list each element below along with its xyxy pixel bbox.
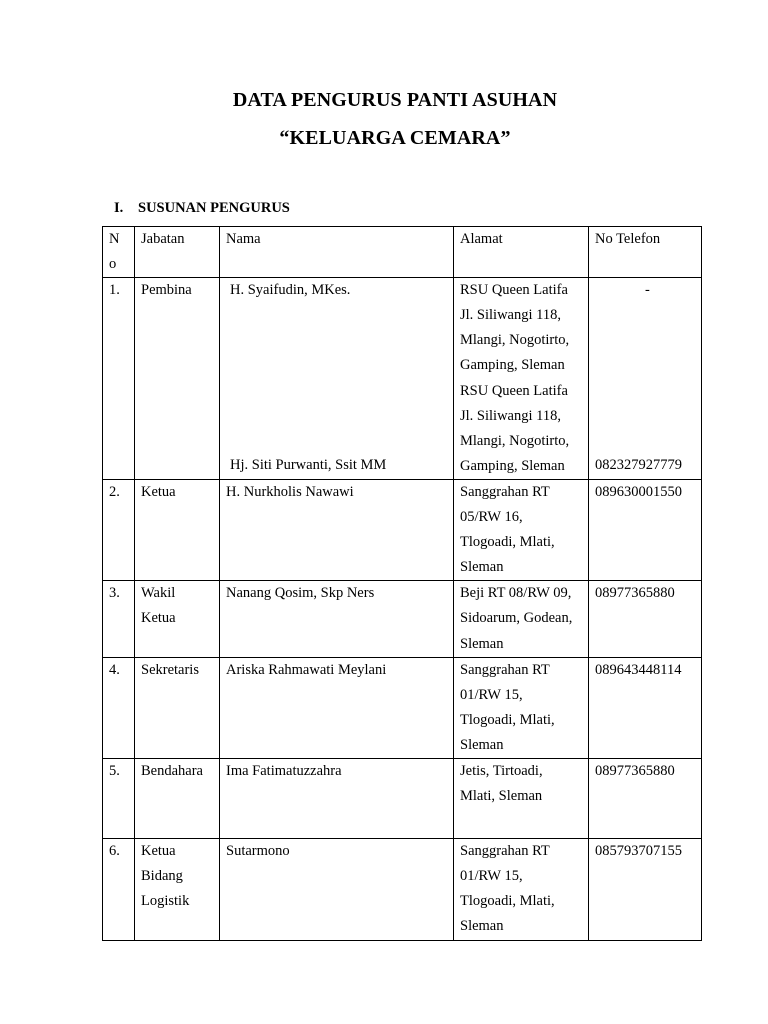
nama-1: H. Syaifudin, MKes.: [230, 282, 351, 299]
telefon-2: 082327927779: [595, 457, 682, 474]
section-title: SUSUNAN PENGURUS: [138, 200, 290, 216]
pengurus-table: [102, 226, 702, 941]
table-row: [103, 581, 702, 657]
cell-nama: H. Nurkholis Nawawi: [220, 479, 454, 580]
header-nama: Nama: [220, 227, 454, 278]
table-row: [103, 479, 702, 580]
cell-no: 2.: [103, 479, 135, 580]
table-row: [103, 758, 702, 838]
cell-jabatan: Ketua Bidang Logistik: [135, 838, 220, 940]
header-alamat: Alamat: [454, 227, 589, 278]
table-row: [103, 657, 702, 758]
cell-jabatan: Ketua: [135, 479, 220, 580]
cell-telefon: 089630001550: [589, 479, 702, 580]
cell-alamat: Jetis, Tirtoadi, Mlati, Sleman: [454, 758, 589, 838]
cell-telefon: 08977365880: [589, 581, 702, 657]
cell-no: 4.: [103, 657, 135, 758]
cell-jabatan: Wakil Ketua: [135, 581, 220, 657]
section-number: I.: [114, 200, 124, 216]
table-row: [103, 278, 702, 480]
section-heading: [114, 200, 290, 217]
table-header-row: [103, 227, 702, 278]
document-subtitle: “KELUARGA CEMARA”: [279, 127, 511, 149]
cell-alamat: Sanggrahan RT 01/RW 15, Tlogoadi, Mlati, Sleman: [454, 838, 589, 940]
cell-no: 3.: [103, 581, 135, 657]
cell-telefon: 08977365880: [589, 758, 702, 838]
cell-nama: Nanang Qosim, Skp Ners: [220, 581, 454, 657]
cell-nama: Sutarmono: [220, 838, 454, 940]
header-jabatan: Jabatan: [135, 227, 220, 278]
cell-jabatan: Pembina: [135, 278, 220, 480]
cell-alamat: RSU Queen Latifa Jl. Siliwangi 118, Mlangi, Nogotirto, Gamping, Sleman RSU Queen Latifa Jl. Siliwangi 118, Mlangi, Nogotirto, Gamping, Sleman: [454, 278, 589, 480]
cell-no: 6.: [103, 838, 135, 940]
cell-nama: [220, 278, 454, 480]
cell-jabatan: Bendahara: [135, 758, 220, 838]
cell-alamat: Sanggrahan RT 01/RW 15, Tlogoadi, Mlati, Sleman: [454, 657, 589, 758]
cell-alamat: Sanggrahan RT 05/RW 16, Tlogoadi, Mlati, Sleman: [454, 479, 589, 580]
cell-jabatan: Sekretaris: [135, 657, 220, 758]
nama-2: Hj. Siti Purwanti, Ssit MM: [230, 457, 387, 474]
header-no: N o: [103, 227, 135, 278]
document-title: DATA PENGURUS PANTI ASUHAN: [232, 89, 558, 111]
cell-telefon: 085793707155: [589, 838, 702, 940]
cell-nama: Ariska Rahmawati Meylani: [220, 657, 454, 758]
cell-nama: Ima Fatimatuzzahra: [220, 758, 454, 838]
telefon-1: -: [645, 282, 650, 299]
cell-no: 5.: [103, 758, 135, 838]
cell-telefon: 089643448114: [589, 657, 702, 758]
cell-telefon: [589, 278, 702, 480]
cell-no: 1.: [103, 278, 135, 480]
header-telefon: No Telefon: [589, 227, 702, 278]
table-row: [103, 838, 702, 940]
cell-alamat: Beji RT 08/RW 09, Sidoarum, Godean, Sleman: [454, 581, 589, 657]
